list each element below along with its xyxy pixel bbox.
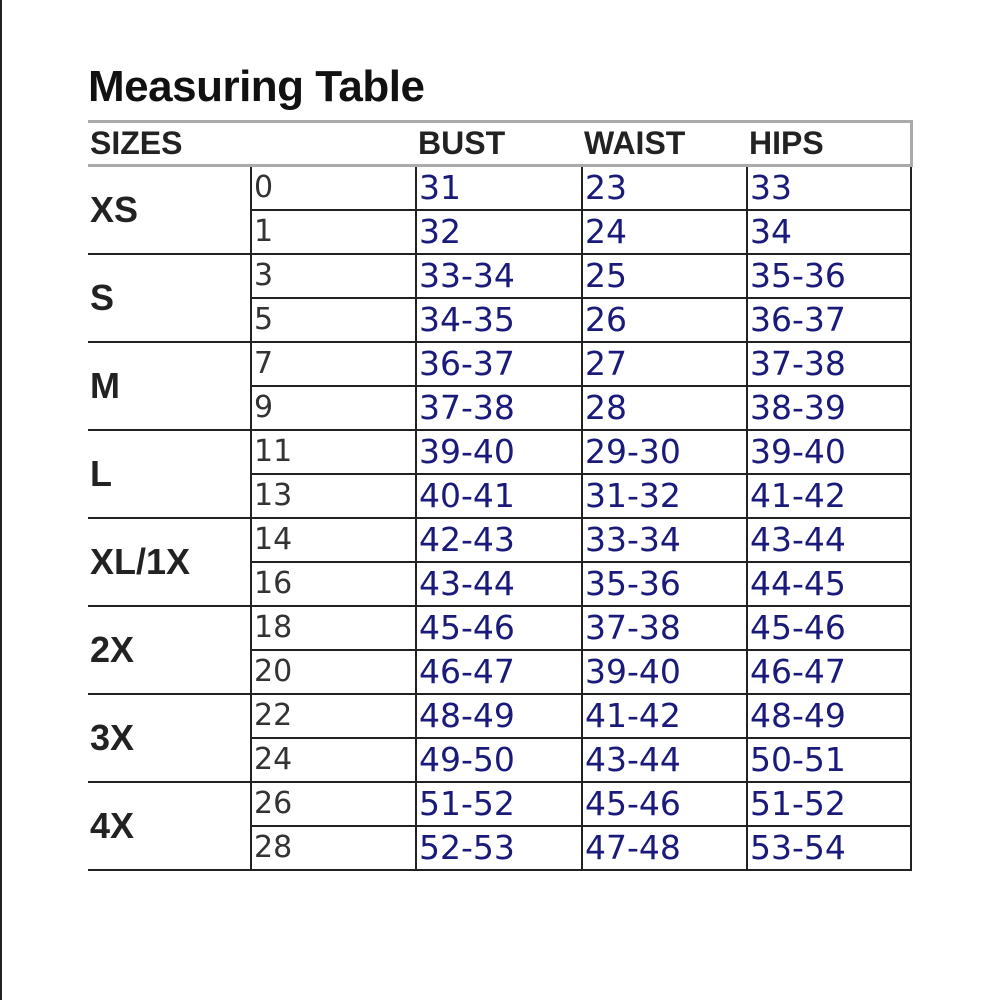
- size-number-cell: 28: [251, 826, 416, 870]
- size-label: L: [88, 430, 251, 518]
- hips-cell: 37-38: [747, 342, 911, 386]
- size-number-cell: 5: [251, 298, 416, 342]
- hips-cell: 44-45: [747, 562, 911, 606]
- hips-cell: 45-46: [747, 606, 911, 650]
- waist-cell: 24: [582, 210, 747, 254]
- table-row: [88, 166, 911, 210]
- size-number-cell: 24: [251, 738, 416, 782]
- hips-cell: 34: [747, 210, 911, 254]
- bust-cell: 32: [416, 210, 582, 254]
- header-hips: HIPS: [747, 122, 911, 166]
- size-number-cell: 7: [251, 342, 416, 386]
- hips-cell: 48-49: [747, 694, 911, 738]
- waist-cell: 45-46: [582, 782, 747, 826]
- size-label: S: [88, 254, 251, 342]
- hips-cell: 46-47: [747, 650, 911, 694]
- bust-cell: 39-40: [416, 430, 582, 474]
- waist-cell: 26: [582, 298, 747, 342]
- hips-cell: 35-36: [747, 254, 911, 298]
- page-title: Measuring Table: [88, 62, 425, 111]
- size-number-cell: 3: [251, 254, 416, 298]
- waist-cell: 23: [582, 166, 747, 210]
- hips-cell: 43-44: [747, 518, 911, 562]
- hips-cell: 50-51: [747, 738, 911, 782]
- size-label: 4X: [88, 782, 251, 870]
- table-row: [88, 430, 911, 474]
- size-number-cell: 18: [251, 606, 416, 650]
- waist-cell: 31-32: [582, 474, 747, 518]
- size-number-cell: 26: [251, 782, 416, 826]
- hips-cell: 33: [747, 166, 911, 210]
- bust-cell: 51-52: [416, 782, 582, 826]
- bust-cell: 37-38: [416, 386, 582, 430]
- table-row: [88, 342, 911, 386]
- size-number-cell: 0: [251, 166, 416, 210]
- size-number-cell: 13: [251, 474, 416, 518]
- size-number-cell: 11: [251, 430, 416, 474]
- bust-cell: 48-49: [416, 694, 582, 738]
- hips-cell: 53-54: [747, 826, 911, 870]
- size-label: XS: [88, 166, 251, 254]
- waist-cell: 43-44: [582, 738, 747, 782]
- hips-cell: 39-40: [747, 430, 911, 474]
- waist-cell: 37-38: [582, 606, 747, 650]
- hips-cell: 51-52: [747, 782, 911, 826]
- table-row: [88, 518, 911, 562]
- header-bust: BUST: [416, 122, 582, 166]
- size-number-cell: 20: [251, 650, 416, 694]
- bust-cell: 43-44: [416, 562, 582, 606]
- waist-cell: 25: [582, 254, 747, 298]
- bust-cell: 52-53: [416, 826, 582, 870]
- table-body: [88, 166, 911, 870]
- table-row: [88, 606, 911, 650]
- size-number-cell: 22: [251, 694, 416, 738]
- bust-cell: 36-37: [416, 342, 582, 386]
- bust-cell: 40-41: [416, 474, 582, 518]
- hips-cell: 36-37: [747, 298, 911, 342]
- waist-cell: 39-40: [582, 650, 747, 694]
- header-waist: WAIST: [582, 122, 747, 166]
- bust-cell: 45-46: [416, 606, 582, 650]
- bust-cell: 49-50: [416, 738, 582, 782]
- waist-cell: 47-48: [582, 826, 747, 870]
- table-row: [88, 782, 911, 826]
- waist-cell: 27: [582, 342, 747, 386]
- bust-cell: 33-34: [416, 254, 582, 298]
- waist-cell: 29-30: [582, 430, 747, 474]
- table-row: [88, 694, 911, 738]
- bust-cell: 34-35: [416, 298, 582, 342]
- bust-cell: 46-47: [416, 650, 582, 694]
- size-label: 2X: [88, 606, 251, 694]
- hips-cell: 38-39: [747, 386, 911, 430]
- size-number-cell: 9: [251, 386, 416, 430]
- table-header-row: [88, 122, 911, 166]
- header-sizes: SIZES: [88, 122, 251, 166]
- waist-cell: 41-42: [582, 694, 747, 738]
- waist-cell: 28: [582, 386, 747, 430]
- measuring-table: [88, 120, 913, 871]
- size-number-cell: 14: [251, 518, 416, 562]
- waist-cell: 33-34: [582, 518, 747, 562]
- header-number: [251, 122, 416, 166]
- size-number-cell: 1: [251, 210, 416, 254]
- waist-cell: 35-36: [582, 562, 747, 606]
- size-label: M: [88, 342, 251, 430]
- size-label: XL/1X: [88, 518, 251, 606]
- size-label: 3X: [88, 694, 251, 782]
- table-row: [88, 254, 911, 298]
- hips-cell: 41-42: [747, 474, 911, 518]
- size-number-cell: 16: [251, 562, 416, 606]
- bust-cell: 42-43: [416, 518, 582, 562]
- bust-cell: 31: [416, 166, 582, 210]
